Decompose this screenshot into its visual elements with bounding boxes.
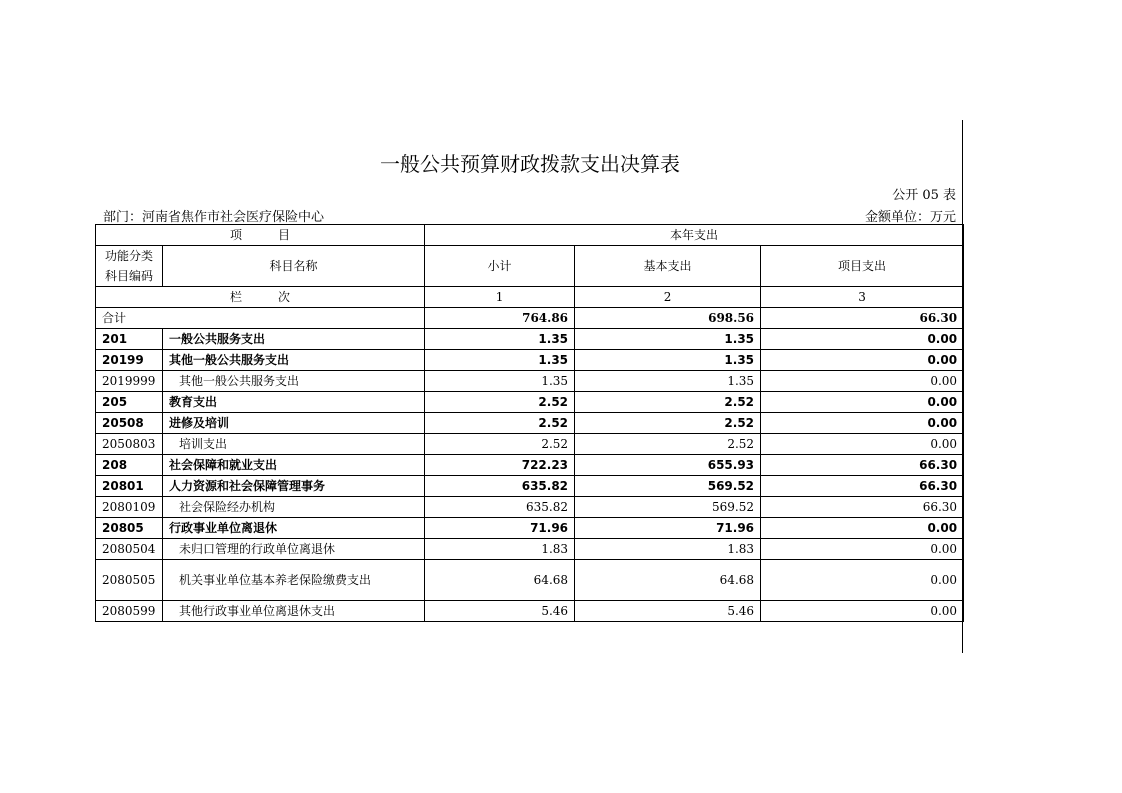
row-project: 0.00 bbox=[761, 434, 964, 455]
header-subject-name: 科目名称 bbox=[163, 246, 425, 287]
total-label: 合计 bbox=[96, 308, 425, 329]
row-project: 0.00 bbox=[761, 560, 964, 601]
row-name: 其他一般公共服务支出 bbox=[163, 350, 425, 371]
table-row bbox=[96, 392, 964, 413]
header-basic: 基本支出 bbox=[575, 246, 761, 287]
header-project-exp: 项目支出 bbox=[761, 246, 964, 287]
row-code: 20805 bbox=[96, 518, 163, 539]
row-basic: 569.52 bbox=[575, 497, 761, 518]
row-subtotal: 1.35 bbox=[425, 350, 575, 371]
row-name: 其他行政事业单位离退休支出 bbox=[163, 601, 425, 622]
row-basic: 1.83 bbox=[575, 539, 761, 560]
total-project: 66.30 bbox=[761, 308, 964, 329]
row-subtotal: 722.23 bbox=[425, 455, 575, 476]
row-subtotal: 2.52 bbox=[425, 413, 575, 434]
header-func-code: 功能分类 科目编码 bbox=[96, 246, 163, 287]
row-name: 社会保障和就业支出 bbox=[163, 455, 425, 476]
row-basic: 1.35 bbox=[575, 371, 761, 392]
amount-unit-label: 金额单位：万元 bbox=[864, 210, 956, 225]
row-code: 2080505 bbox=[96, 560, 163, 601]
table-row bbox=[96, 476, 964, 497]
row-project: 0.00 bbox=[761, 350, 964, 371]
row-code: 201 bbox=[96, 329, 163, 350]
row-project: 0.00 bbox=[761, 518, 964, 539]
row-subtotal: 2.52 bbox=[425, 392, 575, 413]
row-basic: 655.93 bbox=[575, 455, 761, 476]
row-basic: 64.68 bbox=[575, 560, 761, 601]
row-name: 行政事业单位离退休 bbox=[163, 518, 425, 539]
row-code: 20508 bbox=[96, 413, 163, 434]
row-subtotal: 5.46 bbox=[425, 601, 575, 622]
row-name: 培训支出 bbox=[163, 434, 425, 455]
header-project: 项 目 bbox=[96, 225, 425, 246]
table-row bbox=[96, 518, 964, 539]
table-row bbox=[96, 455, 964, 476]
row-project: 0.00 bbox=[761, 329, 964, 350]
row-subtotal: 1.35 bbox=[425, 371, 575, 392]
page-title: 一般公共预算财政拨款支出决算表 bbox=[380, 152, 680, 176]
row-basic: 1.35 bbox=[575, 350, 761, 371]
expenditure-table bbox=[95, 224, 964, 622]
row-code: 2080109 bbox=[96, 497, 163, 518]
row-subtotal: 2.52 bbox=[425, 434, 575, 455]
form-number: 公开 05 表 bbox=[892, 188, 956, 203]
header-col-1: 1 bbox=[425, 287, 575, 308]
row-project: 0.00 bbox=[761, 392, 964, 413]
header-col-3: 3 bbox=[761, 287, 964, 308]
row-code: 2080504 bbox=[96, 539, 163, 560]
row-name: 进修及培训 bbox=[163, 413, 425, 434]
row-project: 66.30 bbox=[761, 476, 964, 497]
row-project: 0.00 bbox=[761, 413, 964, 434]
row-code: 20199 bbox=[96, 350, 163, 371]
header-column-label: 栏 次 bbox=[96, 287, 425, 308]
row-code: 208 bbox=[96, 455, 163, 476]
table-row bbox=[96, 329, 964, 350]
row-subtotal: 1.83 bbox=[425, 539, 575, 560]
total-basic: 698.56 bbox=[575, 308, 761, 329]
row-name: 社会保险经办机构 bbox=[163, 497, 425, 518]
header-subtotal: 小计 bbox=[425, 246, 575, 287]
table-row bbox=[96, 560, 964, 601]
table-row bbox=[96, 601, 964, 622]
row-project: 0.00 bbox=[761, 371, 964, 392]
row-code: 2050803 bbox=[96, 434, 163, 455]
table-row bbox=[96, 350, 964, 371]
row-project: 66.30 bbox=[761, 455, 964, 476]
row-name: 未归口管理的行政单位离退休 bbox=[163, 539, 425, 560]
total-row bbox=[96, 308, 964, 329]
row-name: 教育支出 bbox=[163, 392, 425, 413]
table-row bbox=[96, 371, 964, 392]
total-subtotal: 764.86 bbox=[425, 308, 575, 329]
row-name: 一般公共服务支出 bbox=[163, 329, 425, 350]
row-basic: 5.46 bbox=[575, 601, 761, 622]
row-code: 20801 bbox=[96, 476, 163, 497]
row-name: 其他一般公共服务支出 bbox=[163, 371, 425, 392]
row-name: 机关事业单位基本养老保险缴费支出 bbox=[163, 560, 425, 601]
row-basic: 71.96 bbox=[575, 518, 761, 539]
row-subtotal: 635.82 bbox=[425, 497, 575, 518]
department-label: 部门：河南省焦作市社会医疗保险中心 bbox=[103, 210, 325, 225]
row-subtotal: 635.82 bbox=[425, 476, 575, 497]
row-project: 66.30 bbox=[761, 497, 964, 518]
table-row bbox=[96, 413, 964, 434]
row-subtotal: 64.68 bbox=[425, 560, 575, 601]
table-row bbox=[96, 497, 964, 518]
header-col-2: 2 bbox=[575, 287, 761, 308]
row-code: 2080599 bbox=[96, 601, 163, 622]
row-name: 人力资源和社会保障管理事务 bbox=[163, 476, 425, 497]
row-project: 0.00 bbox=[761, 601, 964, 622]
table-row bbox=[96, 434, 964, 455]
row-subtotal: 71.96 bbox=[425, 518, 575, 539]
header-this-year: 本年支出 bbox=[425, 225, 964, 246]
table-row bbox=[96, 539, 964, 560]
row-basic: 2.52 bbox=[575, 392, 761, 413]
row-basic: 1.35 bbox=[575, 329, 761, 350]
row-project: 0.00 bbox=[761, 539, 964, 560]
row-basic: 2.52 bbox=[575, 434, 761, 455]
row-basic: 569.52 bbox=[575, 476, 761, 497]
row-code: 205 bbox=[96, 392, 163, 413]
row-subtotal: 1.35 bbox=[425, 329, 575, 350]
row-code: 2019999 bbox=[96, 371, 163, 392]
row-basic: 2.52 bbox=[575, 413, 761, 434]
